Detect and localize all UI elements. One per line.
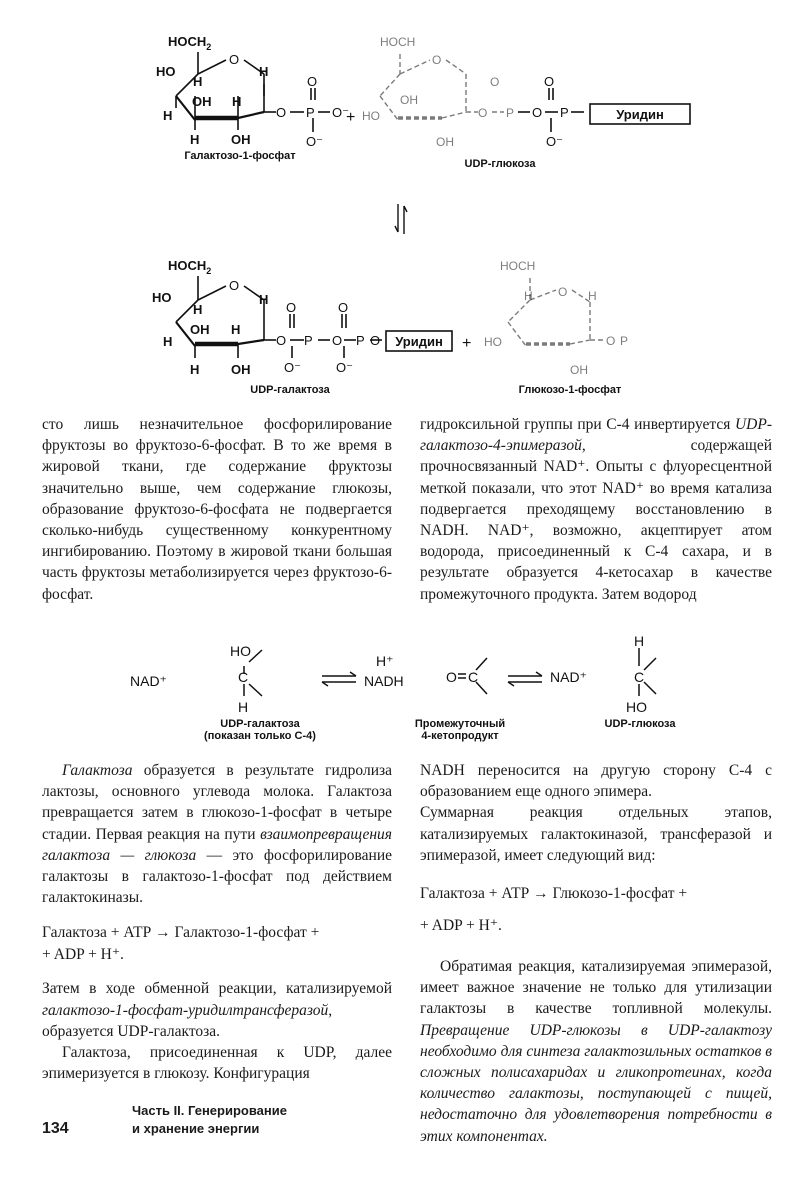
svg-text:P: P xyxy=(506,106,515,120)
svg-text:O: O xyxy=(432,53,442,67)
svg-text:NADH: NADH xyxy=(364,673,404,689)
svg-text:O: O xyxy=(558,285,568,299)
reaction-figure xyxy=(0,0,806,400)
svg-text:O: O xyxy=(338,300,349,315)
svg-text:P: P xyxy=(620,334,629,348)
svg-text:H: H xyxy=(231,322,241,337)
svg-text:O: O xyxy=(370,333,381,348)
svg-text:H: H xyxy=(588,289,597,303)
svg-text:O: O xyxy=(532,105,543,120)
scheme-intermediate-line1: Промежуточный xyxy=(414,718,506,730)
svg-text:H: H xyxy=(163,108,173,123)
text-right-top: гидроксильной группы при С-4 инвертируется UDP-галактозо-4-эпимеразой, содержащей прочносвязанный NAD⁺. Опыты с флуоресцентной меткой показали, что этот NAD⁺ во время катализа подвергается преходящему восстановлению в NADH. NAD⁺, возможно, акцептирует атом водорода, присоединенный к С-4 сахара, и в результате образуется 4-кетосахар в качестве промежуточного продукта. Затем водород xyxy=(420,416,772,603)
svg-text:O: O xyxy=(276,333,287,348)
svg-text:HO: HO xyxy=(230,643,251,659)
svg-text:H: H xyxy=(259,292,269,307)
svg-text:H: H xyxy=(232,94,242,109)
udp-glucose-phosphate xyxy=(518,88,690,132)
scheme-arrow-1 xyxy=(322,672,356,686)
svg-text:O: O xyxy=(229,52,240,67)
epimerization-scheme xyxy=(0,626,806,756)
svg-text:H: H xyxy=(163,334,173,349)
scheme-udp-galactose-label: UDP-галактоза xyxy=(220,718,300,730)
page-number: 134 xyxy=(42,1120,69,1137)
svg-text:H: H xyxy=(524,289,533,303)
svg-text:P: P xyxy=(304,333,313,348)
svg-text:OH: OH xyxy=(231,132,251,147)
svg-text:H: H xyxy=(238,699,249,715)
svg-text:Уридин: Уридин xyxy=(395,334,443,349)
svg-text:HO: HO xyxy=(152,290,172,305)
svg-text:H: H xyxy=(190,362,200,377)
svg-text:NAD⁺: NAD⁺ xyxy=(130,673,167,689)
svg-text:OH: OH xyxy=(400,93,418,107)
svg-text:O: O xyxy=(446,669,457,685)
text-left-top: сто лишь незначительное фосфорилирование фруктозы во фруктозо-6-фосфат. В то же время в жировой ткани, где содержание фруктозы значительно выше, чем содержание глюкозы, образование фруктозо-6-фосфата не подвергается сколько-нибудь существенному конкурентному ингибированию. Поэтому в жировой ткани большая часть фруктозы метаболизируется через фруктозо-6-фосфат. xyxy=(42,416,392,603)
svg-text:H⁺: H⁺ xyxy=(376,653,394,669)
text-right-bottom: NADH переносится на другую сторону С-4 с образованием еще одного эпимера. Суммарная реакция отдельных этапов, катализируемых галактокиназой, трансферазой и эпимеразой, имеет следующий вид: Галактоза + АТР → Глюкозо-1-фосфат + + ADP + H⁺. Обратимая реакция, катализируемая эпимеразой, имеет важное значение не только для утилизации галактозы в качестве топливной молекулы. Превращение UDP-глюкозы в UDP-галактозу необходимо для синтеза галактозильных остатков в сложных полисахаридах и гликопротеинах, когда количество галактозы, поступающей с пищей, недостаточно для удовлетворения потребности в этих компонентах. xyxy=(420,762,772,1145)
scheme-intermediate-line2: 4-кетопродукт xyxy=(421,730,499,742)
text-left-bottom: Галактоза образуется в результате гидролиза лактозы, основного углевода молока. Галактоза превращается затем в глюкозо-1-фосфат в четыре стадии. Первая реакция на пути взаимопревращения галактоза — глюкоза — это фосфорилирование галактозы в галактозо-1-фосфат под действием галактокиназы. Галактоза + АТР → Галактозо-1-фосфат + + ADP + H⁺. Затем в ходе обменной реакции, катализируемой галактозо-1-фосфат-уридилтрансферазой, образуется UDP-галактоза. Галактоза, присоединенная к UDP, далее эпимеризуется в глюкозу. Конфигурация xyxy=(42,762,392,1083)
svg-text:+: + xyxy=(462,335,472,352)
svg-text:OH: OH xyxy=(570,363,588,377)
svg-text:H: H xyxy=(193,302,203,317)
svg-text:HOCH: HOCH xyxy=(380,35,416,49)
svg-text:HO: HO xyxy=(156,64,176,79)
svg-text:O: O xyxy=(478,106,488,120)
svg-text:O: O xyxy=(276,105,287,120)
svg-text:H: H xyxy=(193,74,203,89)
scheme-udp-galactose-note: (показан только С-4) xyxy=(204,730,316,742)
svg-text:C: C xyxy=(238,669,249,685)
running-header: Часть II. Генерирование и хранение энергии xyxy=(132,1103,287,1136)
svg-text:HO: HO xyxy=(626,699,647,715)
udp-glucose-caption: UDP-глюкоза xyxy=(464,158,536,170)
svg-text:OH: OH xyxy=(192,94,212,109)
svg-text:OH: OH xyxy=(190,322,210,337)
svg-text:H: H xyxy=(259,64,269,79)
svg-text:O⁻: O⁻ xyxy=(306,134,323,149)
svg-text:HO: HO xyxy=(362,109,380,123)
equilibrium-arrow xyxy=(395,204,407,234)
svg-text:OH: OH xyxy=(231,362,251,377)
galactose-1-phosphate-structure xyxy=(176,52,330,132)
svg-text:O: O xyxy=(229,278,240,293)
svg-text:O⁻: O⁻ xyxy=(332,105,349,120)
scheme-arrow-2 xyxy=(508,672,542,686)
svg-text:C: C xyxy=(468,669,479,685)
svg-text:O: O xyxy=(606,334,616,348)
svg-text:Уридин: Уридин xyxy=(616,107,664,122)
svg-text:HOCH2: $HOCH_2$ xyxy=(168,258,212,276)
svg-text:+: + xyxy=(346,109,356,126)
svg-text:P: P xyxy=(306,105,315,120)
svg-text:O: O xyxy=(307,74,318,89)
svg-text:O: O xyxy=(286,300,297,315)
svg-text:H: H xyxy=(190,132,200,147)
udp-galactose-caption: UDP-галактоза xyxy=(250,384,330,396)
equation-2: Галактоза + АТР → Глюкозо-1-фосфат + + ADP + H⁺. xyxy=(420,885,688,935)
svg-text:C: C xyxy=(634,669,645,685)
svg-text:H: H xyxy=(634,633,645,649)
svg-text:NAD⁺: NAD⁺ xyxy=(550,669,587,685)
svg-text:P: P xyxy=(560,105,569,120)
galactose-1-phosphate-caption: Галактозо-1-фосфат xyxy=(184,150,296,162)
equation-1: Галактоза + АТР → Галактозо-1-фосфат + + ADP + H⁺. xyxy=(42,924,320,964)
scheme-udp-glucose-label: UDP-глюкоза xyxy=(604,718,676,730)
svg-text:O: O xyxy=(544,74,555,89)
glucose-1-phosphate-caption: Глюкозо-1-фосфат xyxy=(518,384,622,396)
svg-text:P: P xyxy=(356,333,365,348)
svg-text:OH: OH xyxy=(436,135,454,149)
svg-text:O: O xyxy=(332,333,343,348)
svg-text:O⁻: O⁻ xyxy=(336,360,353,375)
svg-text:O⁻: O⁻ xyxy=(284,360,301,375)
svg-text:HO: HO xyxy=(484,335,502,349)
svg-text:HOCH2: $HOCH_2$ xyxy=(168,34,212,52)
svg-text:O: O xyxy=(490,75,500,89)
svg-text:HOCH: HOCH xyxy=(500,259,536,273)
svg-text:O⁻: O⁻ xyxy=(546,134,563,149)
